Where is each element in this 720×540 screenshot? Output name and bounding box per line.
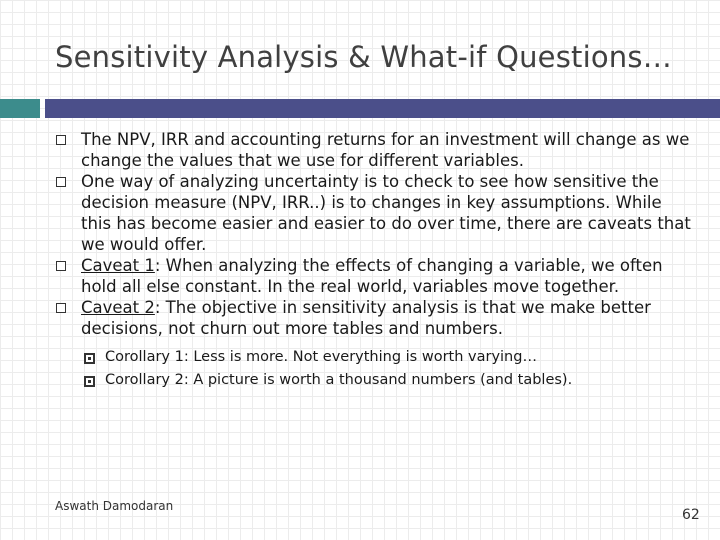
page-number: 62 <box>682 507 700 523</box>
checkbox-bullet-icon <box>56 177 66 187</box>
title-band-accent <box>0 99 40 118</box>
bullet-item <box>56 297 696 392</box>
sub-bullet-text: Corollary 1: Less is more. Not everything is worth varying… <box>105 349 537 365</box>
checkbox-bullet-icon <box>56 135 66 145</box>
checkbox-bullet-icon <box>56 261 66 271</box>
bullet-text: : The objective in sensitivity analysis is that we make better decisions, not churn out more tables and numbers. <box>81 298 651 338</box>
bullet-item <box>56 171 696 255</box>
slide-title: Sensitivity Analysis & What-if Questions… <box>55 40 672 74</box>
footer-author: Aswath Damodaran <box>55 499 174 513</box>
bullet-text: : When analyzing the effects of changing a variable, we often hold all else constant. In the real world, variables move together. <box>81 256 663 296</box>
bullet-text: The NPV, IRR and accounting returns for an investment will change as we change the values that we use for different variables. <box>81 130 690 170</box>
filled-square-bullet-icon <box>84 353 95 364</box>
bullet-list <box>56 129 696 392</box>
sub-bullet-text: Corollary 2: A picture is worth a thousand numbers (and tables). <box>105 372 573 388</box>
sub-bullet-item <box>81 369 696 392</box>
caveat-label: Caveat 2 <box>81 298 155 317</box>
sub-bullet-item <box>81 346 696 369</box>
bullet-text: One way of analyzing uncertainty is to check to see how sensitive the decision measure (NPV, IRR..) is to changes in key assumptions. While this has become easier and easier to do over time, there are caveats that we would offer. <box>81 172 691 254</box>
bullet-item <box>56 255 696 297</box>
bullet-item <box>56 129 696 171</box>
title-band <box>45 99 720 118</box>
checkbox-bullet-icon <box>56 303 66 313</box>
caveat-label: Caveat 1 <box>81 256 155 275</box>
filled-square-bullet-icon <box>84 376 95 387</box>
sub-bullet-list <box>81 346 696 392</box>
